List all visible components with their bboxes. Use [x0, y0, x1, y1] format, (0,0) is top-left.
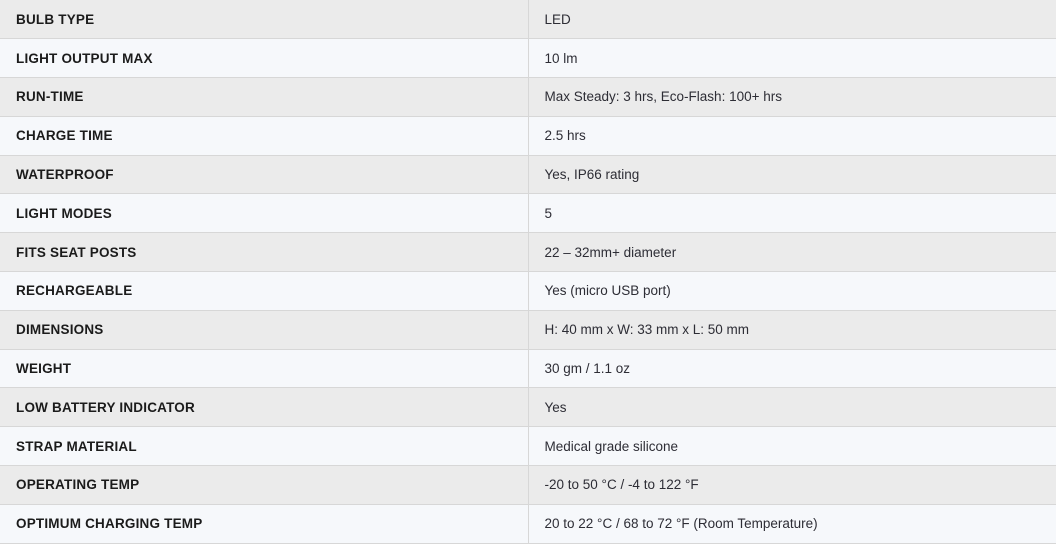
- table-row: [0, 39, 1056, 78]
- table-row: [0, 194, 1056, 233]
- table-row: [0, 272, 1056, 311]
- spec-value-cell: 2.5 hrs: [528, 116, 1056, 155]
- spec-label-cell: BULB TYPE: [0, 0, 528, 39]
- spec-value-cell: 22 – 32mm+ diameter: [528, 233, 1056, 272]
- spec-label-cell: STRAP MATERIAL: [0, 427, 528, 466]
- spec-label-cell: OPTIMUM CHARGING TEMP: [0, 504, 528, 543]
- spec-label-cell: FITS SEAT POSTS: [0, 233, 528, 272]
- table-row: [0, 388, 1056, 427]
- table-row: [0, 233, 1056, 272]
- spec-value-cell: 10 lm: [528, 39, 1056, 78]
- table-row: [0, 78, 1056, 117]
- table-row: [0, 116, 1056, 155]
- spec-value-cell: Max Steady: 3 hrs, Eco-Flash: 100+ hrs: [528, 78, 1056, 117]
- spec-value-cell: Yes, IP66 rating: [528, 155, 1056, 194]
- spec-value-cell: H: 40 mm x W: 33 mm x L: 50 mm: [528, 310, 1056, 349]
- spec-label-cell: DIMENSIONS: [0, 310, 528, 349]
- spec-label-cell: LIGHT MODES: [0, 194, 528, 233]
- spec-value-cell: -20 to 50 °C / -4 to 122 °F: [528, 466, 1056, 505]
- spec-label-cell: RECHARGEABLE: [0, 272, 528, 311]
- spec-value-cell: Medical grade silicone: [528, 427, 1056, 466]
- spec-value-cell: LED: [528, 0, 1056, 39]
- spec-value-cell: 5: [528, 194, 1056, 233]
- table-row: [0, 466, 1056, 505]
- spec-label-cell: LOW BATTERY INDICATOR: [0, 388, 528, 427]
- spec-label-cell: WEIGHT: [0, 349, 528, 388]
- spec-label-cell: LIGHT OUTPUT MAX: [0, 39, 528, 78]
- spec-value-cell: 30 gm / 1.1 oz: [528, 349, 1056, 388]
- spec-value-cell: 20 to 22 °C / 68 to 72 °F (Room Temperature): [528, 504, 1056, 543]
- table-row: [0, 0, 1056, 39]
- table-row: [0, 349, 1056, 388]
- spec-value-cell: Yes (micro USB port): [528, 272, 1056, 311]
- spec-label-cell: WATERPROOF: [0, 155, 528, 194]
- spec-label-cell: OPERATING TEMP: [0, 466, 528, 505]
- spec-label-cell: CHARGE TIME: [0, 116, 528, 155]
- table-row: [0, 155, 1056, 194]
- table-row: [0, 427, 1056, 466]
- spec-label-cell: RUN-TIME: [0, 78, 528, 117]
- table-row: [0, 504, 1056, 543]
- spec-value-cell: Yes: [528, 388, 1056, 427]
- table-row: [0, 310, 1056, 349]
